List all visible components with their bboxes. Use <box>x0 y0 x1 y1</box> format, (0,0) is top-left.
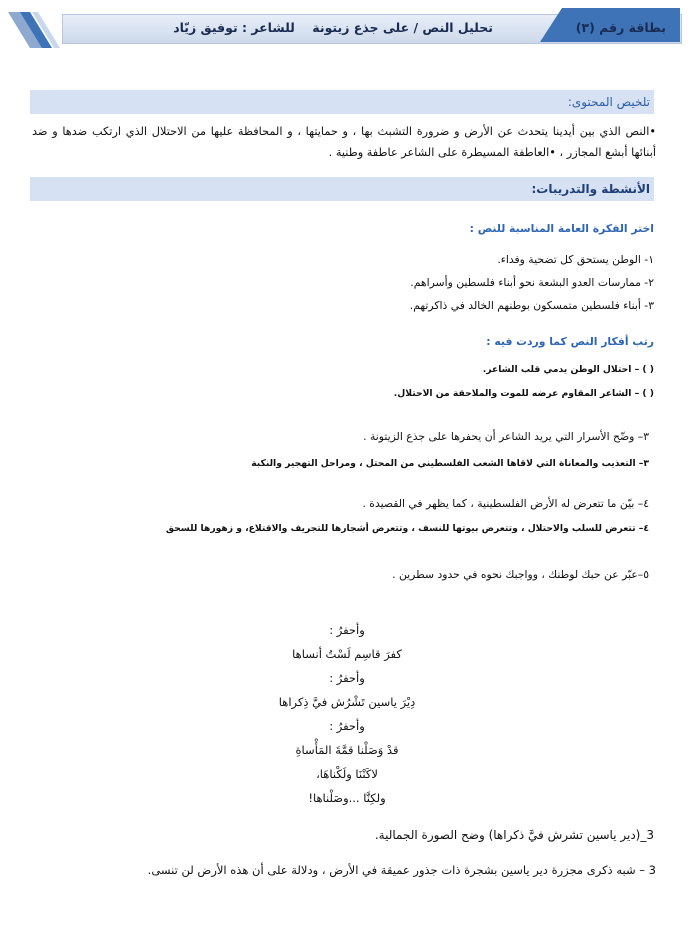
q2-title: رتب أفكار النص كما وردت فيه : <box>486 335 654 348</box>
q1-option-1: ١- الوطن يستحق كل تضحية وفداء. <box>497 253 654 266</box>
decorative-stripes-icon <box>8 8 64 48</box>
summary-heading: تلخيص المحتوى: <box>30 90 654 114</box>
q1-title: اختر الفكرة العامة المناسبة للنص : <box>469 222 654 235</box>
poem-line: قدْ وَصَلْنا قمَّةَ المَأْساةِ <box>295 743 399 757</box>
activities-heading: الأنشطة والتدريبات: <box>30 177 654 201</box>
header-title <box>106 20 666 38</box>
poem-block <box>247 618 447 810</box>
poem-line: كفرَ قاسِم لَسْتُ أنساها <box>292 647 402 661</box>
card-label: بطاقة رقم (٣) <box>575 20 666 35</box>
q3-answer: ٣– التعذيب والمعاناة التي لاقاها الشعب الفلسطيني من المحتل ، ومراحل التهجير والنكبة <box>251 458 649 469</box>
poem-line: ولكِنَّا ...وصَلْناها! <box>308 791 386 805</box>
q1-option-2: ٢- ممارسات العدو البشعة نحو أبناء فلسطين وأسراهم. <box>410 276 654 289</box>
q2-item-2: ( ) – الشاعر المقاوم عرضه للموت والملاحقة من الاحتلال. <box>393 388 654 399</box>
poem-line: وأحفرُ : <box>329 719 365 733</box>
poem-line: لاكَنْنَا ولَكْناهَا، <box>316 767 378 781</box>
q3-question: ٣– وضّح الأسرار التي يريد الشاعر أن يحفرها على جذع الزيتونة . <box>363 430 649 443</box>
q1-option-3: ٣- أبناء فلسطين متمسكون بوطنهم الخالد في ذاكرتهم. <box>409 299 654 312</box>
tail-answer: 3 – شبه ذكرى مجزرة دير ياسين بشجرة ذات جذور عميقة في الأرض ، ودلالة على أن هذه الأرض لن تنسى. <box>147 863 656 877</box>
q2-item-1: ( ) – احتلال الوطن يدمي قلب الشاعر. <box>482 364 654 375</box>
tail-question: 3_(دير ياسين تشرش فيَّ ذكراها) وضح الصورة الجمالية. <box>374 828 654 842</box>
poem-line: وأحفرُ : <box>329 623 365 637</box>
q5-question: ٥–عبّر عن حبك لوطنك ، وواجبك نحوه في حدود سطرين . <box>392 568 649 581</box>
card-header <box>8 8 680 48</box>
poet-name: للشاعر : توفيق زيّاد <box>173 20 295 35</box>
q4-answer: ٤– تتعرض للسلب والاحتلال ، وتتعرض بيوتها للنسف ، وتتعرض أشجارها للتجريف والاقتلاع، و زهورها للسحق <box>165 523 649 534</box>
poem-line: دِيْرَ ياسين تَشْرُش فيَّ ذِكراها <box>278 695 416 709</box>
lesson-title: تحليل النص / على جذع زيتونة <box>312 20 493 35</box>
poem-line: وأحفرُ : <box>329 671 365 685</box>
q4-question: ٤– بيّن ما تتعرض له الأرض الفلسطينية ، كما يظهر في القصيدة . <box>362 497 649 510</box>
summary-text: •النص الذي بين أيدينا يتحدث عن الأرض و ضرورة التشبث بها ، و حمايتها ، و المحافظة عليها من الاحتلال الذي ارتكب ضدها و ضد أبنائها أبشع المجازر ، •العاطفة المسيطرة على الشاعر عاطفة وطنية . <box>32 125 656 159</box>
